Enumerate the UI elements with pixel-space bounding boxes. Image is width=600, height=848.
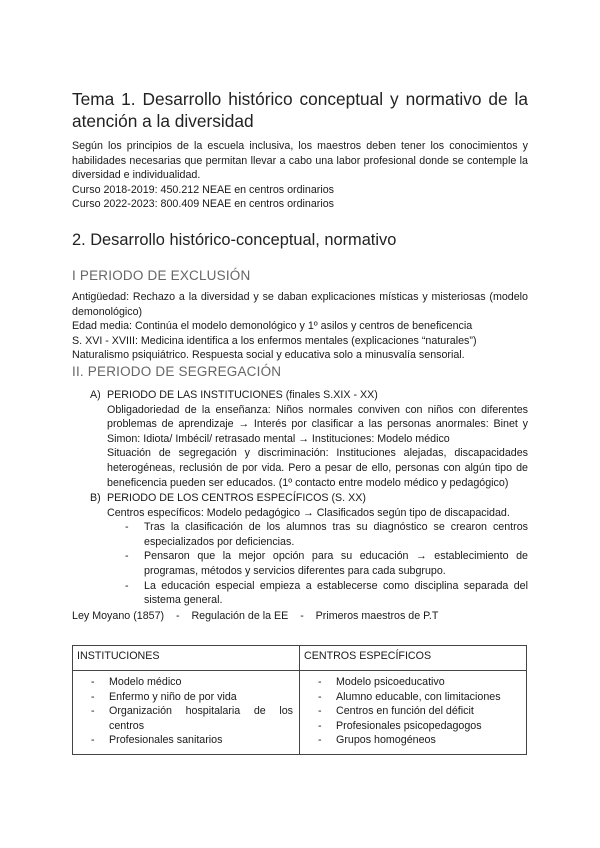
table-header-row bbox=[73, 646, 527, 671]
ley-moyano-item-2: Primeros maestros de P.T bbox=[315, 609, 439, 622]
table-cell-instituciones bbox=[73, 671, 300, 755]
ley-moyano-law: Ley Moyano (1857) bbox=[72, 609, 165, 622]
dash-marker: - bbox=[318, 705, 322, 718]
subsection-a bbox=[72, 388, 528, 490]
dash-marker: - bbox=[318, 719, 322, 732]
period-1-antiguedad: Antigüedad: Rechazo a la diversidad y se daban explicaciones místicas y misteriosas (modelo demonológico) bbox=[72, 290, 528, 318]
period-1-title: I PERIODO DE EXCLUSIÓN bbox=[72, 267, 251, 283]
subsection-b-heading-text: PERIODO DE LOS CENTROS ESPECÍFICOS (S. XX) bbox=[107, 492, 366, 505]
list-item: - Enfermo y niño de por vida bbox=[91, 690, 237, 703]
list-item: - La educación especial empieza a establecerse como disciplina separada del sistema general. bbox=[125, 579, 528, 607]
list-item: - Modelo psicoeducativo bbox=[318, 676, 445, 689]
list-item: - Centros en función del déficit bbox=[318, 705, 474, 718]
ley-moyano-line: Ley Moyano (1857) - Regulación de la EE - Primeros maestros de P.T bbox=[72, 609, 439, 622]
curso-line-2: Curso 2022-2023: 800.409 NEAE en centros ordinarios bbox=[72, 198, 335, 211]
table-cell-centros bbox=[300, 671, 527, 755]
period-2-title: II. PERIODO DE SEGREGACIÓN bbox=[72, 363, 282, 379]
subsection-a-heading bbox=[72, 388, 528, 403]
dash-marker: - bbox=[125, 550, 129, 563]
dash-marker: - bbox=[91, 690, 95, 703]
dash-marker: - bbox=[318, 690, 322, 703]
dash-marker: - bbox=[318, 676, 322, 689]
dash-marker: - bbox=[125, 521, 129, 534]
subsection-b-paragraph-1: Centros específicos: Modelo pedagógico → Clasificados según tipo de discapacidad. bbox=[107, 506, 510, 519]
list-item: - Profesionales psicopedagogos bbox=[318, 719, 482, 732]
subsection-b-bullets bbox=[72, 520, 528, 608]
dash-marker: - bbox=[91, 734, 95, 747]
instituciones-list bbox=[79, 675, 293, 748]
subsection-a-paragraph-2: Situación de segregación y discriminación: Instituciones alejadas, discapacidades heterogéneas, reclusión de por vida. Pero a pesar de ello, personas con algún tipo de beneficencia pueden ser educados. (1º contacto entre modelo médico y pedagógico) bbox=[107, 447, 528, 489]
dash-marker: - bbox=[91, 705, 95, 718]
period-1-siglos: S. XVI - XVIII: Medicina identifica a los enfermos mentales (explicaciones “naturales”) bbox=[72, 334, 477, 347]
list-item: - Pensaron que la mejor opción para su educación → establecimiento de programas, métodos y servicios diferentes para cada subgrupo. bbox=[125, 550, 528, 578]
intro-paragraph: Según los principios de la escuela inclusiva, los maestros deben tener los conocimientos y habilidades necesarias que permitan llevar a cabo una labor profesional donde se contemple la diversidad e individualidad. bbox=[72, 140, 528, 182]
centros-list bbox=[306, 675, 520, 748]
table-row bbox=[73, 671, 527, 755]
table-header-centros: CENTROS ESPECÍFICOS bbox=[300, 646, 527, 671]
list-item: - Modelo médico bbox=[91, 676, 182, 689]
period-1-naturalismo: Naturalismo psiquiátrico. Respuesta social y educativa solo a minusvalía sensorial. bbox=[72, 349, 465, 362]
section-2-title: 2. Desarrollo histórico-conceptual, normativo bbox=[72, 230, 397, 249]
ley-moyano-item-1: Regulación de la EE bbox=[191, 609, 289, 622]
dash-marker: - bbox=[125, 579, 129, 592]
list-item: - Grupos homogéneos bbox=[318, 734, 436, 747]
subsection-a-paragraph-1: Obligadoriedad de la enseñanza: Niños normales conviven con niños con diferentes problemas de aprendizaje → Interés por clasificar a las personas anormales: Binet y Simon: Idiota/ Imbécil/ retrasado mental → Instituciones: Modelo médico bbox=[107, 403, 528, 445]
subsection-a-heading-text: PERIODO DE LAS INSTITUCIONES (finales S.XIX - XX) bbox=[107, 388, 378, 401]
table-header-instituciones: INSTITUCIONES bbox=[73, 646, 300, 671]
document-title: Tema 1. Desarrollo histórico conceptual y normativo de la atención a la diversidad bbox=[72, 89, 528, 131]
subsection-b bbox=[72, 491, 528, 608]
list-item: - Alumno educable, con limitaciones bbox=[318, 690, 501, 703]
subsection-b-marker: B) bbox=[90, 492, 101, 505]
dash-marker: - bbox=[91, 676, 95, 689]
document-page bbox=[72, 88, 528, 755]
subsection-b-heading bbox=[72, 491, 528, 506]
comparison-table bbox=[72, 645, 527, 755]
list-item: - Organización hospitalaria de los centros bbox=[91, 705, 293, 732]
dash-marker: - bbox=[318, 734, 322, 747]
period-1-edad-media: Edad media: Continúa el modelo demonológico y 1º asilos y centros de beneficencia bbox=[72, 320, 473, 333]
curso-line-1: Curso 2018-2019: 450.212 NEAE en centros ordinarios bbox=[72, 183, 335, 196]
subsection-a-marker: A) bbox=[90, 388, 101, 401]
list-item: - Tras la clasificación de los alumnos tras su diagnóstico se crearon centros especializados por deficiencias. bbox=[125, 521, 528, 548]
list-item: - Profesionales sanitarios bbox=[91, 734, 223, 747]
